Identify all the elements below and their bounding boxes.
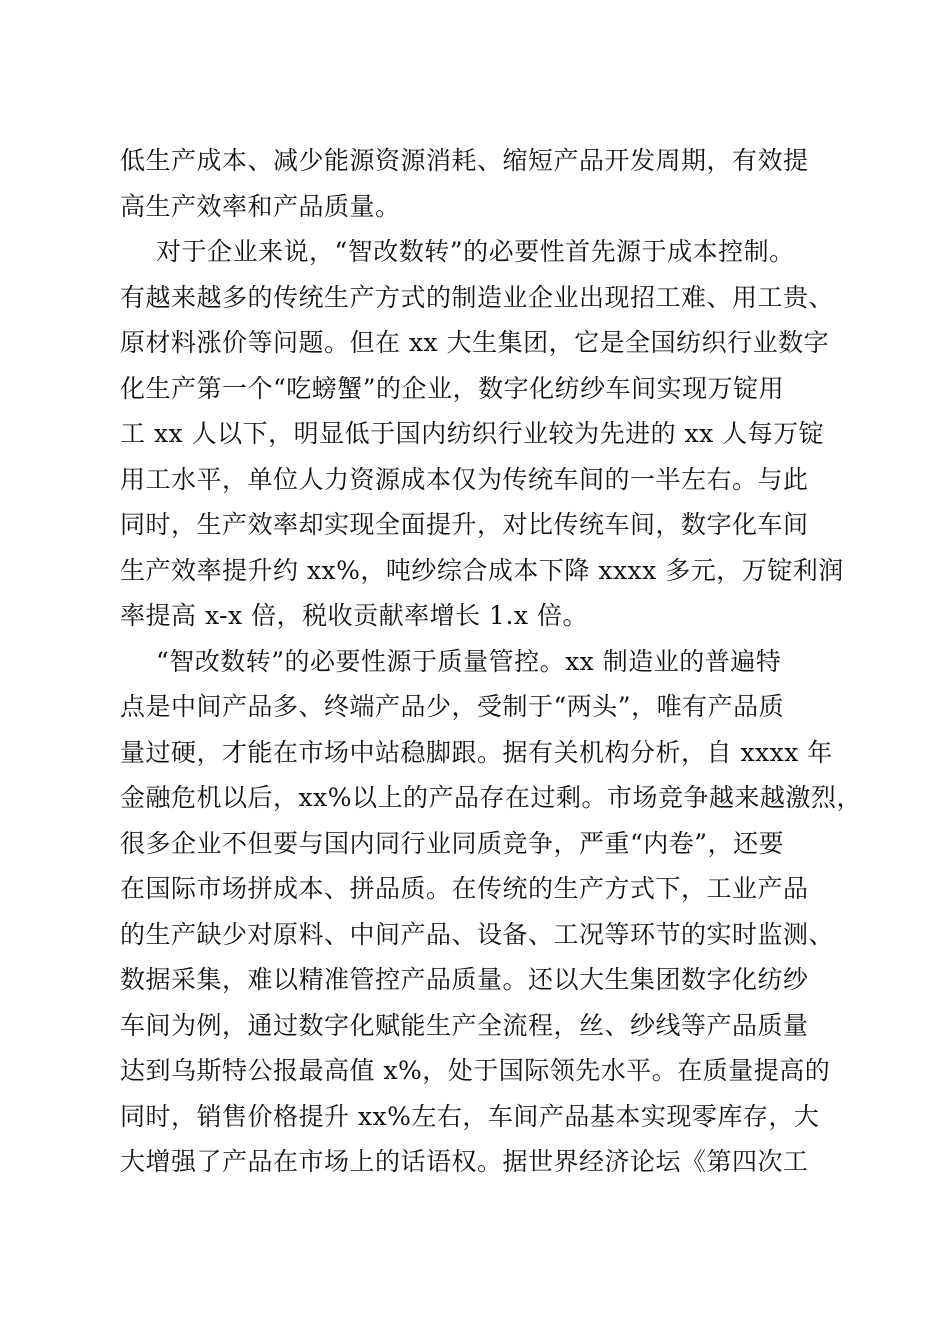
text-line: 工 xx 人以下，明显低于国内纺织行业较为先进的 xx 人每万锭 [120, 419, 825, 448]
text-line: 率提高 x-x 倍，税收贡献率增长 1.x 倍。 [120, 601, 588, 630]
text-line: 达到乌斯特公报最高值 x%，处于国际领先水平。在质量提高的 [120, 1056, 831, 1085]
text-line: 生产效率提升约 xx%，吨纱综合成本下降 xxxx 多元，万锭利润 [120, 555, 844, 585]
text-line: 化生产第一个“吃螃蟹”的企业，数字化纺纱车间实现万锭用 [120, 373, 785, 403]
text-line: 量过硬，才能在市场中站稳脚跟。据有关机构分析，自 xxxx 年 [120, 737, 833, 767]
text-line: 车间为例，通过数字化赋能生产全流程，丝、纱线等产品质量 [120, 1010, 809, 1040]
text-line: 原材料涨价等问题。但在 xx 大生集团，它是全国纺织行业数字 [120, 328, 830, 357]
text-line: 有越来越多的传统生产方式的制造业企业出现招工难、用工贵、 [120, 282, 835, 312]
text-line: 同时，生产效率却实现全面提升，对比传统车间，数字化车间 [120, 510, 809, 539]
text-line: 低生产成本、减少能源资源消耗、缩短产品开发周期，有效提 [120, 146, 809, 175]
paragraph-start-line: “智改数转”的必要性源于质量管控。xx 制造业的普遍特 [156, 646, 782, 676]
text-line: 点是中间产品多、终端产品少，受制于“两头”，唯有产品质 [120, 692, 785, 721]
text-line: 大增强了产品在市场上的话语权。据世界经济论坛《第四次工 [120, 1147, 809, 1176]
text-line: 的生产缺少对原料、中间产品、设备、工况等环节的实时监测、 [120, 919, 835, 949]
text-line: 用工水平，单位人力资源成本仅为传统车间的一半左右。与此 [120, 464, 809, 494]
text-line: 同时，销售价格提升 xx%左右，车间产品基本实现零库存，大 [120, 1101, 820, 1131]
text-line: 在国际市场拼成本、拼品质。在传统的生产方式下，工业产品 [120, 874, 809, 903]
body-text [120, 138, 862, 1185]
text-line: 高生产效率和产品质量。 [120, 191, 401, 221]
paragraph-start-line: 对于企业来说，“智改数转”的必要性首先源于成本控制。 [156, 237, 795, 266]
text-line: 很多企业不但要与国内同行业同质竞争，严重“内卷”，还要 [120, 828, 785, 858]
text-line: 金融危机以后，xx%以上的产品存在过剩。市场竞争越来越激烈， [120, 783, 862, 812]
text-line: 数据采集，难以精准管控产品质量。还以大生集团数字化纺纱 [120, 965, 809, 994]
